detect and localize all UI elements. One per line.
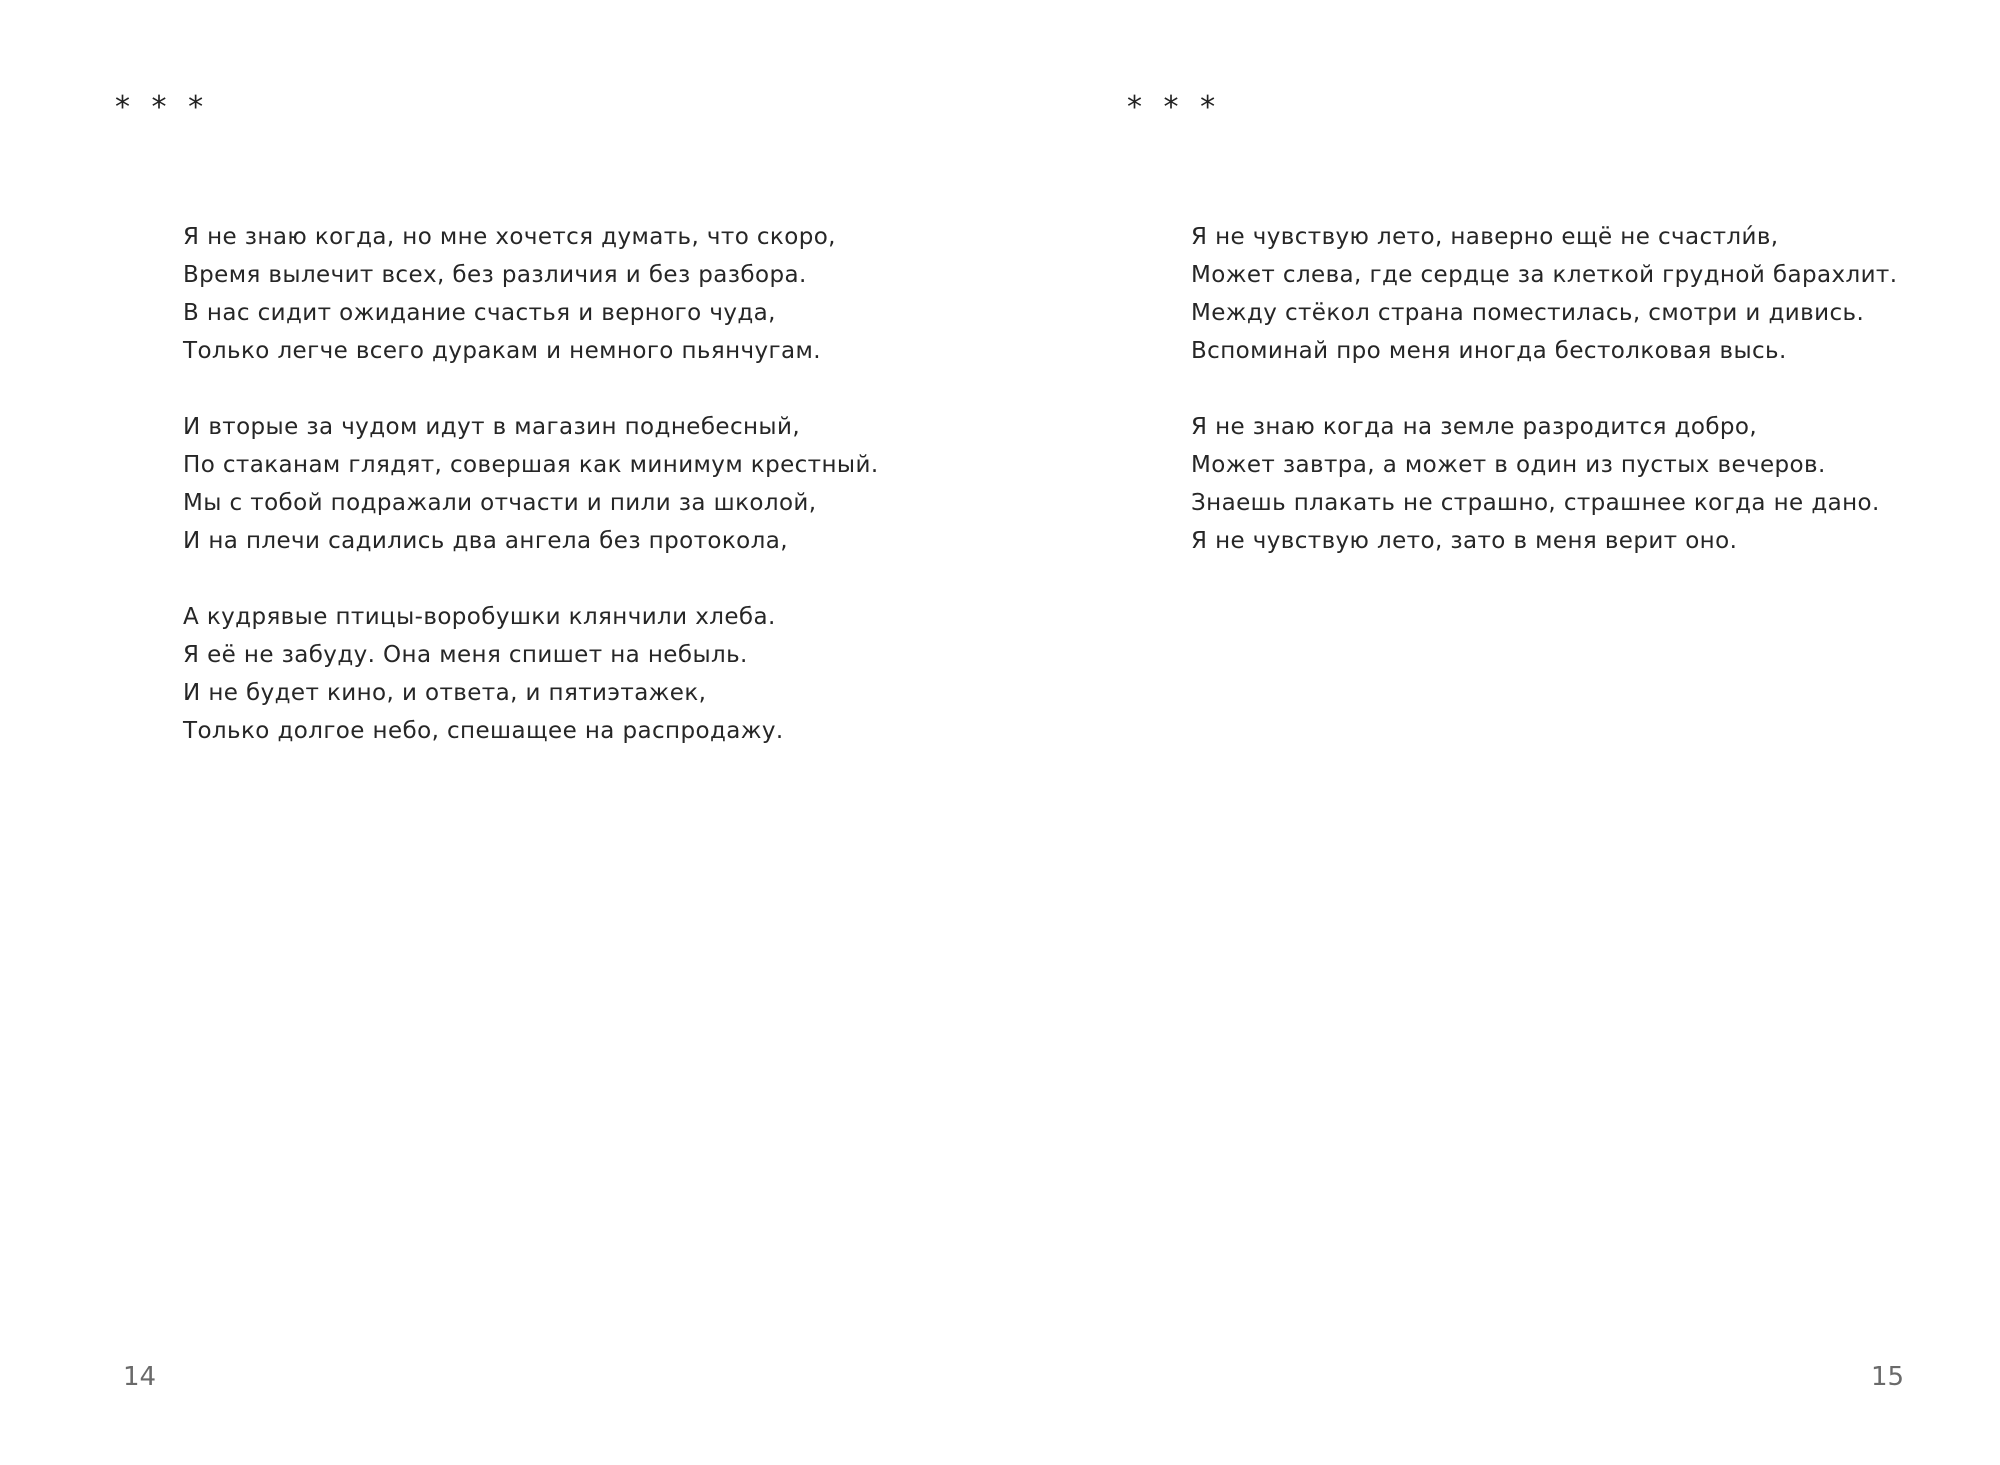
poem-line: Я не чувствую лето, наверно ещё не счастли́в, <box>1191 224 1779 250</box>
poem-line: И не будет кино, и ответа, и пятиэтажек, <box>183 680 707 706</box>
poem-line: Мы с тобой подражали отчасти и пили за школой, <box>183 490 817 516</box>
right-page <box>1000 0 2000 1465</box>
section-separator: * * * <box>115 90 210 125</box>
stanza <box>183 408 879 560</box>
poem-line: Между стёкол страна поместилась, смотри и дивись. <box>1191 300 1865 326</box>
poem-line: Я не чувствую лето, зато в меня верит оно. <box>1191 528 1738 554</box>
poem-line: Я её не забуду. Она меня спишет на небыль. <box>183 642 748 668</box>
poem-line: Может завтра, а может в один из пустых вечеров. <box>1191 452 1826 478</box>
poem-line: Я не знаю когда на земле разродится добро, <box>1191 414 1758 440</box>
poem-line: Время вылечит всех, без различия и без разбора. <box>183 262 807 288</box>
poem-line: А кудрявые птицы-воробушки клянчили хлеба. <box>183 604 776 630</box>
poem-line: Только долгое небо, спешащее на распродажу. <box>183 718 784 744</box>
stanza <box>1191 408 1897 560</box>
poem-line: И на плечи садились два ангела без протокола, <box>183 528 788 554</box>
poem-line: Может слева, где сердце за клеткой грудной барахлит. <box>1191 262 1898 288</box>
poem <box>183 218 879 788</box>
poem-line: Знаешь плакать не страшно, страшнее когда не дано. <box>1191 490 1880 516</box>
poem <box>1191 218 1897 598</box>
poem-line: По стаканам глядят, совершая как минимум крестный. <box>183 452 879 478</box>
stanza <box>183 598 879 750</box>
section-separator: * * * <box>1127 90 1222 125</box>
stanza <box>183 218 879 370</box>
poem-line: Вспоминай про меня иногда бестолковая высь. <box>1191 338 1787 364</box>
stanza <box>1191 218 1897 370</box>
poem-line: В нас сидит ожидание счастья и верного чуда, <box>183 300 776 326</box>
page-number: 14 <box>123 1362 157 1392</box>
poem-line: Только легче всего дуракам и немного пьянчугам. <box>183 338 821 364</box>
poem-line: И вторые за чудом идут в магазин поднебесный, <box>183 414 801 440</box>
poem-line: Я не знаю когда, но мне хочется думать, что скоро, <box>183 224 836 250</box>
page-number: 15 <box>1871 1362 1905 1392</box>
